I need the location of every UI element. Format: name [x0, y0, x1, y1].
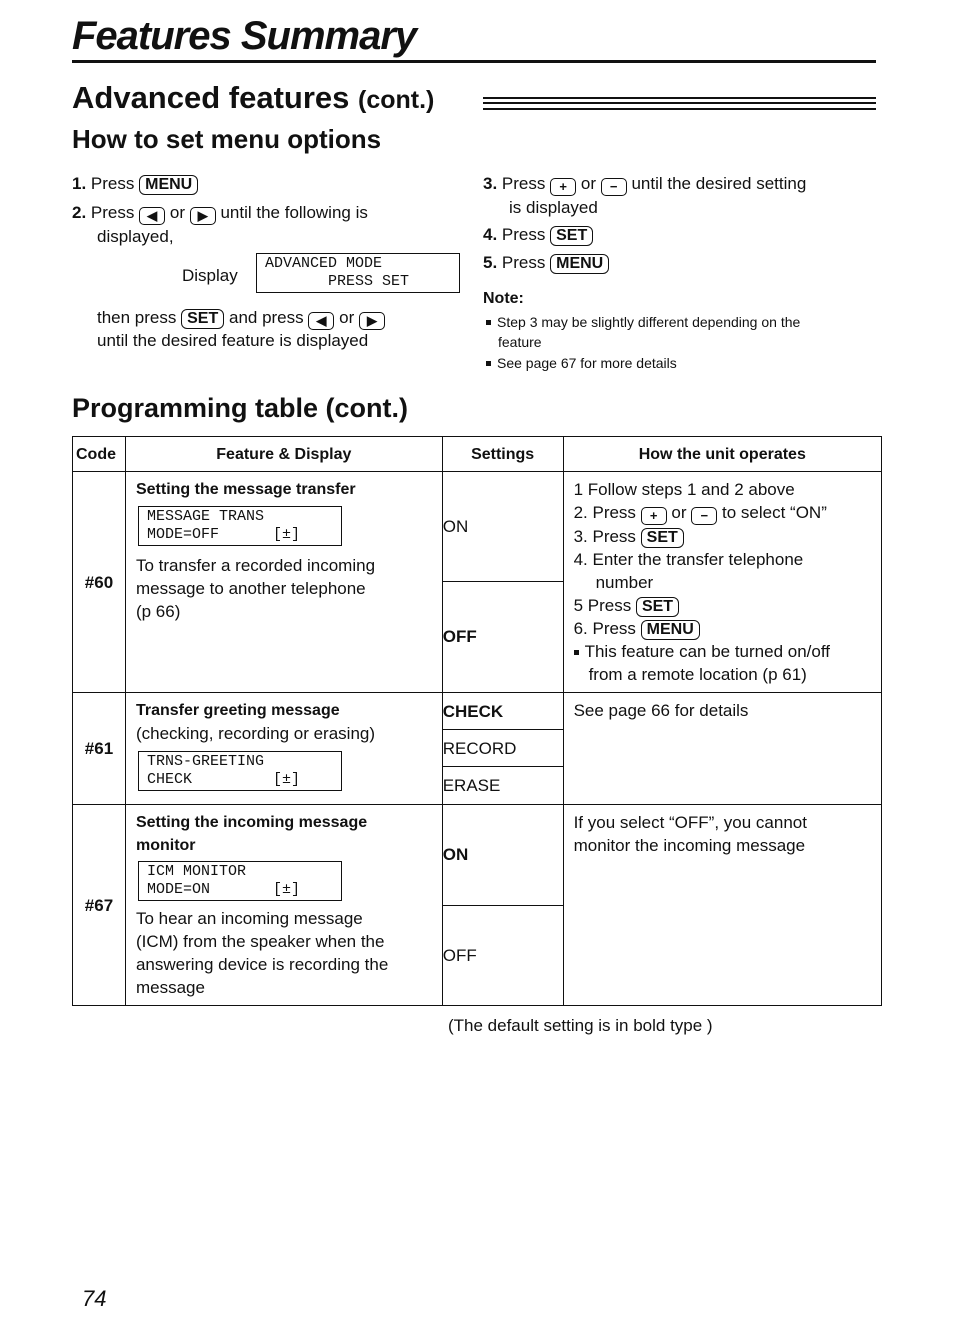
- default-setting-footnote: (The default setting is in bold type ): [448, 1016, 713, 1035]
- plus-key-icon: +: [641, 507, 667, 525]
- code-60: #60: [73, 472, 126, 693]
- note-1-text: Step 3 may be slightly different depending on the: [497, 314, 801, 330]
- plus-key-icon: +: [550, 178, 576, 196]
- feature-61-title: Transfer greeting message: [135, 702, 340, 719]
- op-60-step-2: [574, 501, 871, 525]
- left-arrow-key-icon: ◀: [308, 312, 334, 330]
- section-double-rule: [483, 97, 876, 110]
- right-arrow-key-icon: ▶: [190, 207, 216, 225]
- header-feature: Feature & Display: [125, 437, 442, 472]
- op-60-step-3: [574, 525, 871, 548]
- op-60-step-5: [574, 594, 871, 617]
- set-key-icon: SET: [641, 528, 684, 548]
- section-title-text: Advanced features: [72, 80, 350, 115]
- step-4: [483, 223, 593, 246]
- operation-60: [563, 472, 881, 693]
- step-2-line2: displayed,: [97, 227, 174, 246]
- step-4-number: 4.: [483, 225, 498, 244]
- display-label: Display: [182, 266, 238, 285]
- op-61-text: See page 66 for details: [573, 701, 749, 720]
- then-line2: until the desired feature is displayed: [97, 331, 369, 350]
- then-and-press-text: and press: [228, 308, 304, 327]
- op-67-text-2: monitor the incoming message: [573, 836, 806, 855]
- header-settings: Settings: [442, 437, 563, 472]
- minus-key-icon: −: [601, 178, 627, 196]
- feature-67-desc-1: To hear an incoming message: [135, 909, 363, 928]
- op-60-note-text: This feature can be turned on/off: [584, 642, 830, 661]
- feature-60-title: Setting the message transfer: [135, 481, 356, 498]
- set-key-icon: SET: [181, 309, 224, 329]
- feature-67-desc-3: answering device is recording the: [135, 955, 389, 974]
- programming-table-title: Programming table (cont.): [72, 393, 409, 423]
- note-1b: feature: [498, 334, 542, 350]
- step-4-text: Press: [501, 225, 546, 244]
- step-3: [483, 172, 806, 196]
- op-60-step-4b: number: [595, 573, 654, 592]
- op-60-step-2-or: or: [671, 503, 687, 522]
- set-key-icon: SET: [636, 597, 679, 617]
- op-60-step-6-text: 6. Press: [573, 619, 636, 638]
- step-1-number: 1.: [72, 174, 87, 193]
- step-3-text: Press: [501, 174, 546, 193]
- then-or-text: or: [339, 308, 355, 327]
- op-60-step-5-text: 5 Press: [573, 596, 632, 615]
- feature-60: [125, 472, 442, 693]
- lcd-60: MESSAGE TRANS MODE=OFF [±]: [138, 506, 342, 546]
- table-header-row: [73, 437, 882, 472]
- step-3-number: 3.: [483, 174, 498, 193]
- step-2-number: 2.: [72, 203, 87, 222]
- note-1: [486, 312, 800, 332]
- step-1-text: Press: [90, 174, 135, 193]
- menu-key-icon: MENU: [139, 175, 198, 195]
- setting-61-erase: ERASE: [442, 767, 563, 805]
- step-5: [483, 251, 609, 274]
- header-operation: How the unit operates: [563, 437, 881, 472]
- programming-table: [72, 436, 882, 1006]
- feature-60-desc-3: (p 66): [135, 602, 181, 621]
- set-key-icon: SET: [550, 226, 593, 246]
- op-60-step-2-text: 2. Press: [573, 503, 636, 522]
- feature-67-desc-4: message: [135, 978, 205, 997]
- step-3-line2: is displayed: [509, 198, 598, 217]
- header-code: Code: [73, 437, 126, 472]
- step-5-number: 5.: [483, 253, 498, 272]
- page-number: 74: [82, 1286, 107, 1311]
- feature-67: [125, 805, 442, 1006]
- feature-67-title-2: monitor: [135, 837, 196, 854]
- feature-60-desc-1: To transfer a recorded incoming: [135, 556, 376, 575]
- lcd-67: ICM MONITOR MODE=ON [±]: [138, 861, 342, 901]
- section-title-suffix: (cont.): [358, 86, 435, 114]
- feature-61-desc: (checking, recording or erasing): [135, 724, 376, 743]
- feature-61: [125, 693, 442, 805]
- step-3-tail: until the desired setting: [631, 174, 807, 193]
- minus-key-icon: −: [691, 507, 717, 525]
- note-2: [486, 353, 677, 373]
- operation-67: [563, 805, 881, 1006]
- bullet-icon: [574, 650, 579, 655]
- setting-61-check: CHECK: [442, 693, 563, 730]
- op-60-step-4: 4. Enter the transfer telephone: [573, 550, 804, 569]
- op-60-note: [574, 640, 871, 663]
- op-60-step-1: 1 Follow steps 1 and 2 above: [573, 480, 795, 499]
- note-title: Note:: [483, 290, 524, 307]
- code-61: #61: [73, 693, 126, 805]
- feature-67-title-1: Setting the incoming message: [135, 814, 368, 831]
- step-2-text: Press: [90, 203, 135, 222]
- section-title: [72, 80, 434, 116]
- banner-rule: [72, 60, 876, 63]
- setting-67-off: OFF: [442, 905, 563, 1006]
- left-arrow-key-icon: ◀: [139, 207, 165, 225]
- code-67: #67: [73, 805, 126, 1006]
- feature-60-desc-2: message to another telephone: [135, 579, 366, 598]
- banner-title: Features Summary: [72, 14, 417, 58]
- table-row: [73, 472, 882, 582]
- how-title: How to set menu options: [72, 124, 382, 154]
- step-2-or: or: [169, 203, 185, 222]
- setting-60-off: OFF: [442, 581, 563, 692]
- op-60-step-2-tail: to select “ON”: [722, 503, 827, 522]
- step-5-text: Press: [501, 253, 546, 272]
- op-60-step-6: [574, 617, 871, 640]
- then-press-text: then press: [97, 308, 177, 327]
- menu-key-icon: MENU: [550, 254, 609, 274]
- setting-60-on: ON: [442, 472, 563, 582]
- feature-67-desc-2: (ICM) from the speaker when the: [135, 932, 385, 951]
- step-2-tail: until the following is: [220, 203, 368, 222]
- lcd-61: TRNS-GREETING CHECK [±]: [138, 751, 342, 791]
- bullet-icon: [486, 361, 491, 366]
- step-1: [72, 172, 198, 195]
- setting-61-record: RECORD: [442, 730, 563, 767]
- then-press-line: [97, 306, 385, 330]
- menu-key-icon: MENU: [641, 620, 700, 640]
- step-2: [72, 201, 368, 225]
- bullet-icon: [486, 320, 491, 325]
- table-row: [73, 693, 882, 730]
- setting-67-on: ON: [442, 805, 563, 906]
- op-60-note-2: from a remote location (p 61): [588, 665, 807, 684]
- step-3-or: or: [580, 174, 596, 193]
- right-arrow-key-icon: ▶: [359, 312, 385, 330]
- display-lcd: ADVANCED MODE PRESS SET: [256, 253, 460, 293]
- note-2-text: See page 67 for more details: [497, 355, 677, 371]
- operation-61: [563, 693, 881, 805]
- op-60-step-3-text: 3. Press: [573, 527, 636, 546]
- op-67-text-1: If you select “OFF”, you cannot: [573, 813, 807, 832]
- table-row: [73, 805, 882, 906]
